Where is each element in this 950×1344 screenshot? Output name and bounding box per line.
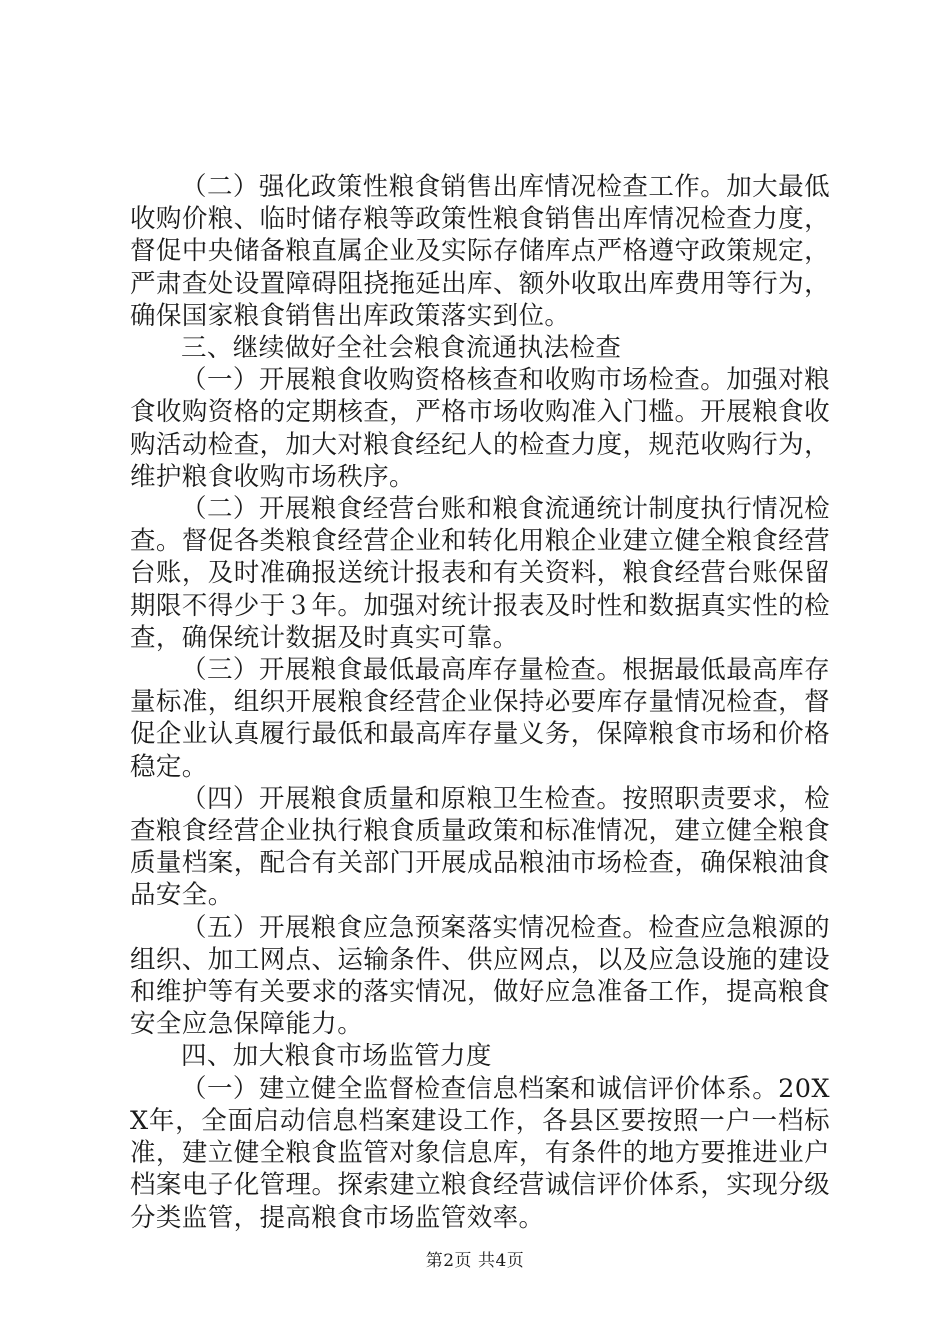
- paragraph-policy-grain-sales: （二）强化政策性粮食销售出库情况检查工作。加大最低收购价粮、临时储存粮等政策性粮食销售出库情况检查力度，督促中央储备粮直属企业及实际存储库点严格遵守政策规定，严肃查处设置障碍阻挠拖延出库、额外收取出库费用等行为，确保国家粮食销售出库政策落实到位。: [130, 172, 830, 331]
- paragraph-credit-archive: （一）建立健全监督检查信息档案和诚信评价体系。20XX年，全面启动信息档案建设工作，各县区要按照一户一档标准，建立健全粮食监管对象信息库，有条件的地方要推进业户档案电子化管理。探索建立粮食经营诚信评价体系，实现分级分类监管，提高粮食市场监管效率。: [130, 1073, 830, 1233]
- paragraph-inventory-check: （三）开展粮食最低最高库存量检查。根据最低最高库存量标准，组织开展粮食经营企业保持必要库存量情况检查，督促企业认真履行最低和最高库存量义务，保障粮食市场和价格稳定。: [130, 655, 830, 782]
- page-number-footer: 第2页 共4页: [425, 1251, 525, 1271]
- paragraph-quality-hygiene: （四）开展粮食质量和原粮卫生检查。按照职责要求，检查粮食经营企业执行粮食质量政策和标准情况，建立健全粮食质量档案，配合有关部门开展成品粮油市场检查，确保粮油食品安全。: [130, 783, 830, 911]
- paragraph-ledger-statistics: （二）开展粮食经营台账和粮食流通统计制度执行情况检查。督促各类粮食经营企业和转化用粮企业建立健全粮食经营台账，及时准确报送统计报表和有关资料，粮食经营台账保留期限不得少于３年。加强对统计报表及时性和数据真实性的检查，确保统计数据及时真实可靠。: [130, 494, 830, 653]
- section-heading-four: 四、加大粮食市场监管力度: [181, 1041, 492, 1072]
- document-body: [130, 171, 830, 1234]
- paragraph-emergency-plan: （五）开展粮食应急预案落实情况检查。检查应急粮源的组织、加工网点、运输条件、供应网点，以及应急设施的建设和维护等有关要求的落实情况，做好应急准备工作，提高粮食安全应急保障能力。: [130, 912, 830, 1040]
- paragraph-purchase-qualification: （一）开展粮食收购资格核查和收购市场检查。加强对粮食收购资格的定期核查，严格市场收购准入门槛。开展粮食收购活动检查，加大对粮食经纪人的检查力度，规范收购行为，维护粮食收购市场秩序。: [130, 365, 830, 492]
- section-heading-three: 三、继续做好全社会粮食流通执法检查: [181, 333, 622, 364]
